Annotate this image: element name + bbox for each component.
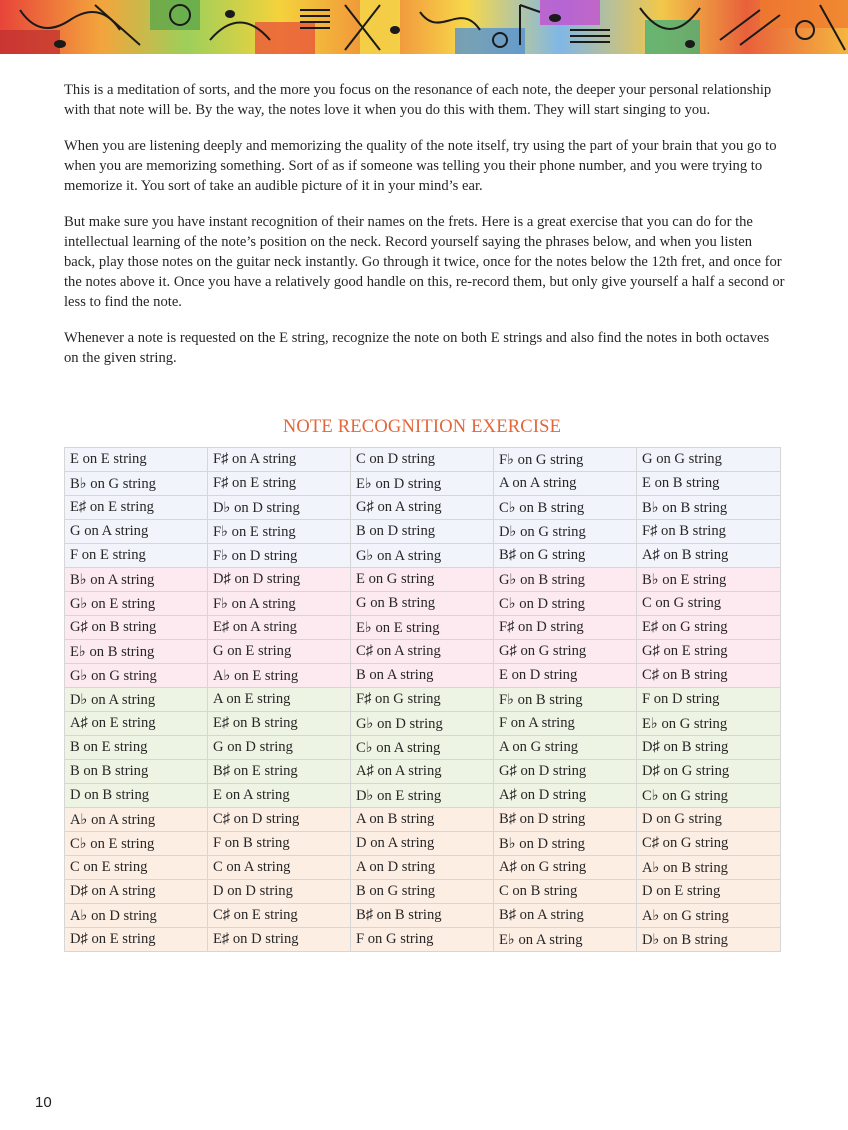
table-cell: A♭ on E string bbox=[208, 664, 351, 688]
table-cell: B♯ on A string bbox=[494, 904, 637, 928]
table-cell: C♭ on E string bbox=[65, 832, 208, 856]
table-cell: A on E string bbox=[208, 688, 351, 712]
table-row bbox=[65, 928, 781, 952]
table-cell: F♭ on G string bbox=[494, 448, 637, 472]
table-cell: D on B string bbox=[65, 784, 208, 808]
table-cell: A on D string bbox=[351, 856, 494, 880]
table-cell: E on E string bbox=[65, 448, 208, 472]
table-cell: A♯ on D string bbox=[494, 784, 637, 808]
table-title: NOTE RECOGNITION EXERCISE bbox=[282, 417, 562, 437]
table-row bbox=[65, 904, 781, 928]
table-cell: C♭ on B string bbox=[494, 496, 637, 520]
table-cell: E♯ on A string bbox=[208, 616, 351, 640]
table-cell: C on G string bbox=[637, 592, 781, 616]
note-recognition-table bbox=[64, 447, 781, 952]
table-cell: G♯ on B string bbox=[65, 616, 208, 640]
table-cell: D♯ on A string bbox=[65, 880, 208, 904]
paragraph: But make sure you have instant recognition of their names on the frets. Here is a great exercise that you can do for the intellectual learning of the note’s position on the neck. Record yourself saying the phrases below, and when you listen back, play those notes on the guitar neck instantly. Go through it twice, once for the notes below the 12th fret, and once for the notes above it. Once you have a relatively good handle on this, re-record them, but only give yourself a half a second or less to find the note. bbox=[64, 214, 785, 310]
table-row bbox=[65, 880, 781, 904]
table-cell: A on A string bbox=[494, 472, 637, 496]
table-cell: A♯ on E string bbox=[65, 712, 208, 736]
table-cell: D♭ on A string bbox=[65, 688, 208, 712]
table-cell: E♭ on G string bbox=[637, 712, 781, 736]
table-row bbox=[65, 664, 781, 688]
table-cell: E♭ on A string bbox=[494, 928, 637, 952]
table-cell: B on D string bbox=[351, 520, 494, 544]
table-cell: B♭ on A string bbox=[65, 568, 208, 592]
table-cell: C♭ on D string bbox=[494, 592, 637, 616]
table-cell: C♯ on B string bbox=[637, 664, 781, 688]
table-cell: A♭ on A string bbox=[65, 808, 208, 832]
table-cell: B♭ on G string bbox=[65, 472, 208, 496]
table-cell: A on G string bbox=[494, 736, 637, 760]
table-cell: F♭ on B string bbox=[494, 688, 637, 712]
table-cell: F♯ on D string bbox=[494, 616, 637, 640]
table-row bbox=[65, 592, 781, 616]
table-cell: B♯ on D string bbox=[494, 808, 637, 832]
table-cell: D♯ on D string bbox=[208, 568, 351, 592]
table-row bbox=[65, 616, 781, 640]
table-cell: B♯ on E string bbox=[208, 760, 351, 784]
table-cell: G♭ on E string bbox=[65, 592, 208, 616]
table-cell: D on D string bbox=[208, 880, 351, 904]
table-cell: B♭ on E string bbox=[637, 568, 781, 592]
table-cell: F♯ on A string bbox=[208, 448, 351, 472]
table-cell: A♭ on G string bbox=[637, 904, 781, 928]
table-cell: G on A string bbox=[65, 520, 208, 544]
table-cell: B♭ on B string bbox=[637, 496, 781, 520]
paragraph: Whenever a note is requested on the E string, recognize the note on both E strings and also find the notes in both octaves on the given string. bbox=[64, 330, 770, 366]
table-cell: E♭ on E string bbox=[351, 616, 494, 640]
paragraph: When you are listening deeply and memorizing the quality of the note itself, try using the part of your brain that you go to when you are memorizing something. Sort of as if someone was telling you their phone number, and you were trying to memorize it. You sort of take an audible picture of it in your mind’s ear. bbox=[64, 138, 777, 194]
table-row bbox=[65, 736, 781, 760]
table-cell: B on B string bbox=[65, 760, 208, 784]
table-cell: C♯ on D string bbox=[208, 808, 351, 832]
table-cell: E♯ on G string bbox=[637, 616, 781, 640]
table-cell: G♭ on D string bbox=[351, 712, 494, 736]
table-cell: G♯ on A string bbox=[351, 496, 494, 520]
table-cell: E♭ on D string bbox=[351, 472, 494, 496]
table-row bbox=[65, 544, 781, 568]
table-row bbox=[65, 472, 781, 496]
table-cell: C♭ on A string bbox=[351, 736, 494, 760]
table-cell: C♯ on G string bbox=[637, 832, 781, 856]
table-row bbox=[65, 760, 781, 784]
table-cell: F♭ on D string bbox=[208, 544, 351, 568]
table-cell: E on G string bbox=[351, 568, 494, 592]
table-cell: F♭ on A string bbox=[208, 592, 351, 616]
table-cell: C♯ on A string bbox=[351, 640, 494, 664]
table-row bbox=[65, 520, 781, 544]
table-body bbox=[65, 448, 781, 952]
paragraph: This is a meditation of sorts, and the more you focus on the resonance of each note, the deeper your personal relationship with that note will be. By the way, the notes love it when you do this with them. They will start singing to you. bbox=[64, 82, 772, 118]
table-cell: C♯ on E string bbox=[208, 904, 351, 928]
table-cell: B on E string bbox=[65, 736, 208, 760]
table-cell: G♭ on A string bbox=[351, 544, 494, 568]
table-row bbox=[65, 496, 781, 520]
table-cell: C on A string bbox=[208, 856, 351, 880]
table-cell: B on G string bbox=[351, 880, 494, 904]
table-cell: D♭ on E string bbox=[351, 784, 494, 808]
table-cell: G on B string bbox=[351, 592, 494, 616]
table-cell: E♯ on D string bbox=[208, 928, 351, 952]
table-row bbox=[65, 568, 781, 592]
table-cell: F♯ on G string bbox=[351, 688, 494, 712]
table-cell: G on G string bbox=[637, 448, 781, 472]
page-number: 10 bbox=[35, 1094, 52, 1111]
table-cell: G♯ on E string bbox=[637, 640, 781, 664]
table-cell: D♭ on B string bbox=[637, 928, 781, 952]
table-cell: A♯ on A string bbox=[351, 760, 494, 784]
table-cell: B on A string bbox=[351, 664, 494, 688]
table-cell: F♭ on E string bbox=[208, 520, 351, 544]
table-cell: B♯ on G string bbox=[494, 544, 637, 568]
table-cell: G♭ on B string bbox=[494, 568, 637, 592]
table-cell: D on E string bbox=[637, 880, 781, 904]
table-cell: E on B string bbox=[637, 472, 781, 496]
table-cell: F♯ on E string bbox=[208, 472, 351, 496]
table-cell: A♭ on D string bbox=[65, 904, 208, 928]
table-cell: F on B string bbox=[208, 832, 351, 856]
table-cell: F on D string bbox=[637, 688, 781, 712]
table-cell: D♯ on G string bbox=[637, 760, 781, 784]
table-cell: A♯ on B string bbox=[637, 544, 781, 568]
table-cell: B♯ on B string bbox=[351, 904, 494, 928]
table-row bbox=[65, 808, 781, 832]
table-cell: C♭ on G string bbox=[637, 784, 781, 808]
table-cell: D♯ on B string bbox=[637, 736, 781, 760]
table-row bbox=[65, 832, 781, 856]
table-cell: E on A string bbox=[208, 784, 351, 808]
decorative-music-banner bbox=[0, 0, 848, 54]
table-cell: E♯ on E string bbox=[65, 496, 208, 520]
table-row bbox=[65, 712, 781, 736]
table-cell: G♭ on G string bbox=[65, 664, 208, 688]
table-cell: E♭ on B string bbox=[65, 640, 208, 664]
table-cell: G on E string bbox=[208, 640, 351, 664]
table-cell: F on E string bbox=[65, 544, 208, 568]
table-cell: C on D string bbox=[351, 448, 494, 472]
table-cell: D on G string bbox=[637, 808, 781, 832]
table-cell: A♭ on B string bbox=[637, 856, 781, 880]
table-cell: F on A string bbox=[494, 712, 637, 736]
table-row bbox=[65, 856, 781, 880]
table-cell: D♭ on G string bbox=[494, 520, 637, 544]
table-cell: A♯ on G string bbox=[494, 856, 637, 880]
table-cell: D♯ on E string bbox=[65, 928, 208, 952]
table-row bbox=[65, 640, 781, 664]
table-cell: G♯ on G string bbox=[494, 640, 637, 664]
table-cell: F♯ on B string bbox=[637, 520, 781, 544]
table-cell: F on G string bbox=[351, 928, 494, 952]
table-cell: G on D string bbox=[208, 736, 351, 760]
table-row bbox=[65, 784, 781, 808]
table-cell: C on E string bbox=[65, 856, 208, 880]
table-row bbox=[65, 688, 781, 712]
table-cell: B♭ on D string bbox=[494, 832, 637, 856]
table-cell: E♯ on B string bbox=[208, 712, 351, 736]
table-cell: D on A string bbox=[351, 832, 494, 856]
body-text bbox=[64, 80, 786, 384]
table-cell: E on D string bbox=[494, 664, 637, 688]
table-row bbox=[65, 448, 781, 472]
table-cell: A on B string bbox=[351, 808, 494, 832]
table-cell: G♯ on D string bbox=[494, 760, 637, 784]
table-cell: D♭ on D string bbox=[208, 496, 351, 520]
table-cell: C on B string bbox=[494, 880, 637, 904]
